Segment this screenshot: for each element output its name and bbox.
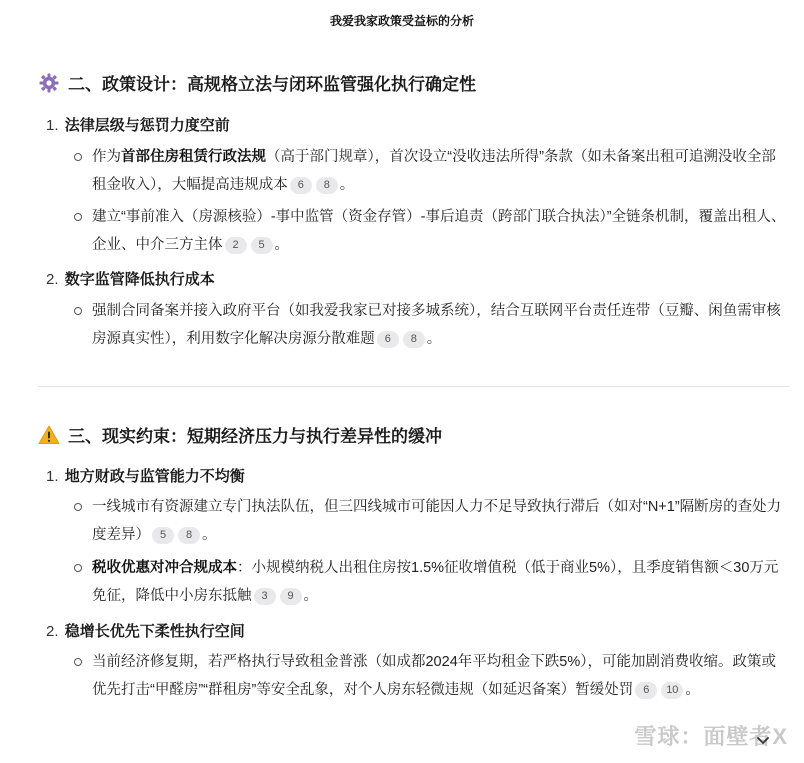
bullet-item: 当前经济修复期，若严格执行导致租金普涨（如成都2024年平均租金下跌5%），可能加剧消费收缩。政策或优先打击“甲醛房”“群租房”等安全乱象，对个人房东轻微违规（如延迟备案）暂缓处罚 6 10 。	[74, 648, 789, 704]
citation-badge[interactable]: 5	[152, 527, 174, 544]
gear-icon	[38, 72, 60, 94]
bullet-item: 建立“事前准入（房源核验）-事中监管（资金存管）-事后追责（跨部门联合执法）”全链条机制，覆盖出租人、企业、中介三方主体 2 5 。	[74, 203, 789, 259]
citation-badge[interactable]: 8	[316, 177, 338, 194]
list-item: 2. 稳增长优先下柔性执行空间	[46, 623, 245, 640]
list-item: 2. 数字监管降低执行成本	[46, 271, 215, 288]
section-title: 三、现实约束：短期经济压力与执行差异性的缓冲	[68, 427, 442, 446]
section-divider	[38, 386, 790, 387]
bullet-item: 税收优惠对冲合规成本：小规模纳税人出租住房按1.5%征收增值税（低于商业5%），且季度销售额＜30万元免征，降低中小房东抵触 3 9 。	[74, 554, 789, 610]
bullet-item: 作为首部住房租赁行政法规（高于部门规章），首次设立“没收违法所得”条款（如未备案出租可追溯没收全部租金收入），大幅提高违规成本 6 8 。	[74, 143, 789, 199]
warning-icon	[38, 424, 60, 446]
section-heading-constraints	[38, 422, 442, 447]
list-item-label: 法律层级与惩罚力度空前	[64, 117, 230, 134]
list-item-label: 地方财政与监管能力不均衡	[64, 468, 245, 485]
list-item-label: 数字监管降低执行成本	[64, 271, 215, 288]
citation-badge[interactable]: 10	[661, 682, 683, 699]
citation-badge[interactable]: 3	[254, 588, 276, 605]
page-title: 我爱我家政策受益标的分析	[329, 14, 474, 28]
list-item-label: 稳增长优先下柔性执行空间	[64, 623, 245, 640]
bullet-item: 强制合同备案并接入政府平台（如我爱我家已对接多城系统），结合互联网平台责任连带（豆瓣、闲鱼需审核房源真实性），利用数字化解决房源分散难题 6 8 。	[74, 297, 789, 353]
citation-badge[interactable]: 8	[178, 527, 200, 544]
citation-badge[interactable]: 2	[225, 237, 247, 254]
citation-badge[interactable]: 9	[280, 588, 302, 605]
section-heading-policy-design	[38, 70, 476, 95]
citation-badge[interactable]: 8	[403, 331, 425, 348]
chevron-down-icon[interactable]	[754, 731, 772, 749]
citation-badge[interactable]: 6	[290, 177, 312, 194]
citation-badge[interactable]: 6	[377, 331, 399, 348]
citation-badge[interactable]: 6	[635, 682, 657, 699]
list-item: 1. 法律层级与惩罚力度空前	[46, 117, 230, 134]
section-title: 二、政策设计：高规格立法与闭环监管强化执行确定性	[68, 75, 476, 94]
watermark-text: 雪球：面壁者X	[634, 724, 788, 749]
bullet-item: 一线城市有资源建立专门执法队伍，但三四线城市可能因人力不足导致执行滞后（如对“N+1”隔断房的查处力度差异） 5 8 。	[74, 493, 789, 549]
list-item: 1. 地方财政与监管能力不均衡	[46, 468, 245, 485]
citation-badge[interactable]: 5	[251, 237, 273, 254]
